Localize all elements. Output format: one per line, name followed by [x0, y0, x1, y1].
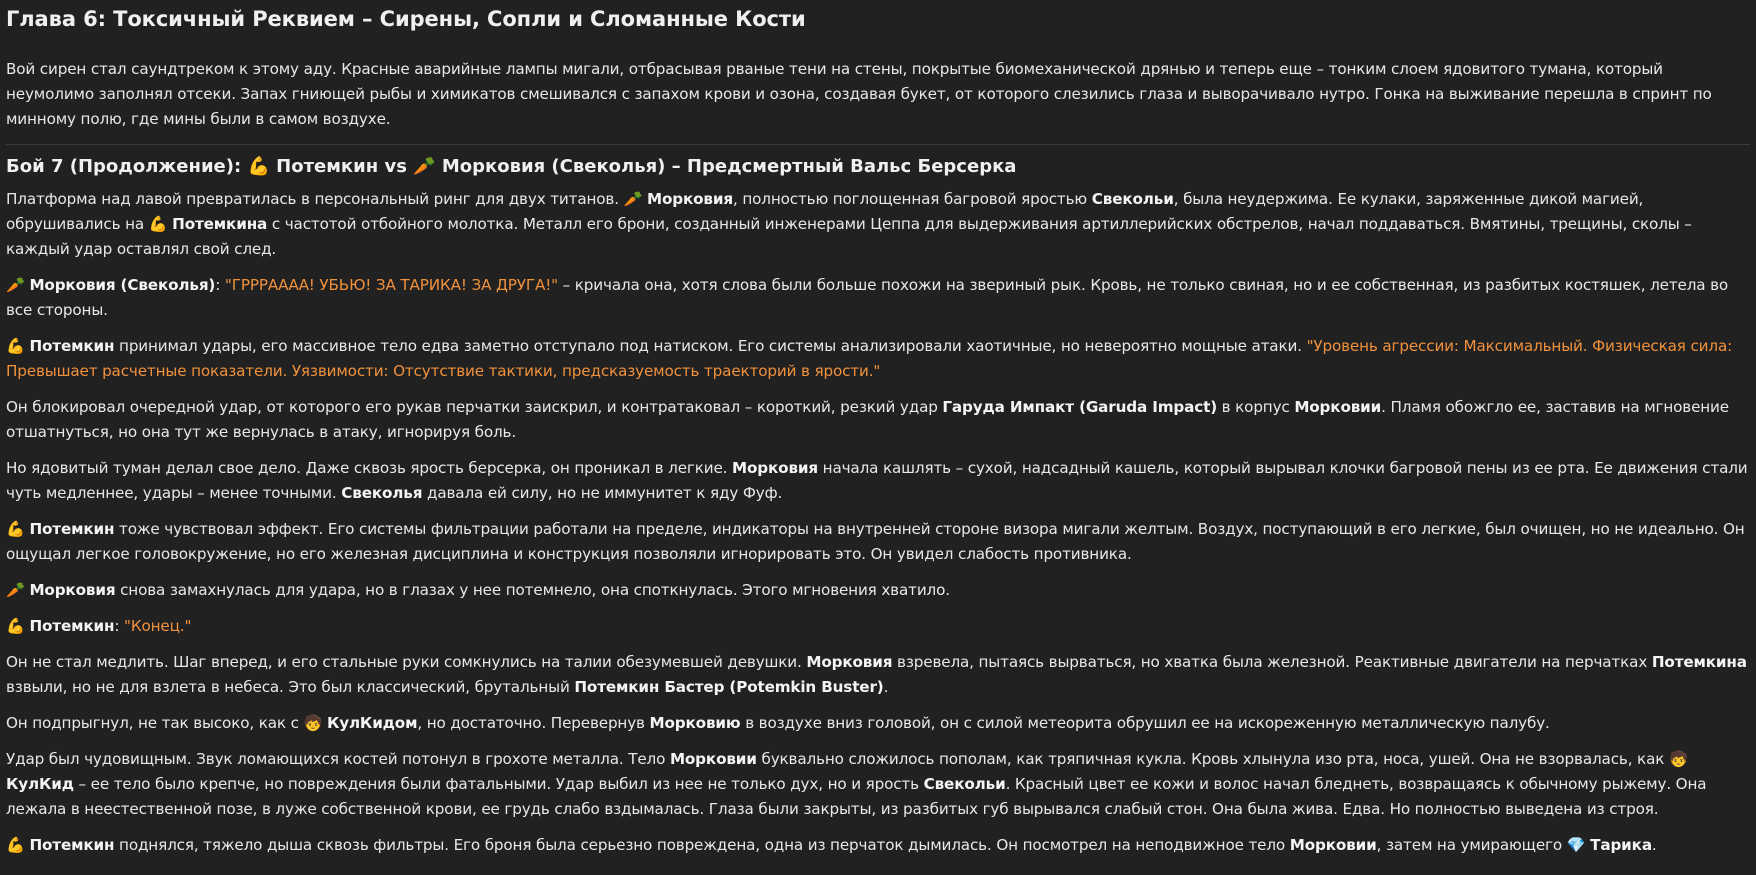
text: .	[883, 678, 889, 696]
text: в корпус	[1217, 398, 1295, 416]
text: с частотой отбойного молотка. Металл его брони, созданный инженерами Цеппа для выдерживания артиллерийских обстрелов, начал поддаваться. Вмятины, трещины, сколы – каждый удар оставлял свой след.	[6, 215, 1692, 258]
text: Удар был чудовищным. Звук ломающихся костей потонул в грохоте металла. Тело	[6, 750, 670, 768]
flexed-biceps-icon: 💪	[247, 156, 270, 177]
fight-heading-prefix: Бой 7 (Продолжение):	[6, 156, 248, 177]
boy-icon: 🧒	[1668, 750, 1688, 768]
carrot-icon: 🥕	[623, 190, 643, 208]
bold-name: Морковия	[647, 190, 733, 208]
text: поднялся, тяжело дыша сквозь фильтры. Его броня была серьезно повреждена, одна из перчаток дымилась. Он посмотрел на неподвижное тело	[114, 836, 1290, 854]
bold-name: Морковия	[732, 459, 818, 477]
fighter-a-name: Потемкин vs	[269, 156, 414, 177]
paragraph-10	[6, 711, 1750, 736]
text: , но достаточно. Перевернув	[417, 714, 650, 732]
paragraph-2	[6, 273, 1750, 323]
bold-name: КулКид	[6, 775, 74, 793]
paragraph-12	[6, 833, 1750, 858]
bold-name: Морковия (Свеколья)	[29, 276, 216, 294]
text: Но ядовитый туман делал свое дело. Даже сквозь ярость берсерка, он проникал в легкие.	[6, 459, 733, 477]
text: , была неудержима. Ее кулаки, заряженные дикой магией, обрушивались на	[6, 190, 1644, 233]
bold-name: Свекольи	[923, 775, 1006, 793]
bold-name: Морковии	[669, 750, 757, 768]
text: Он блокировал очередной удар, от которого его рукав перчатки заискрил, и контратаковал – короткий, резкий удар	[6, 398, 943, 416]
quote-text: "Конец."	[124, 617, 192, 635]
paragraph-4	[6, 395, 1750, 445]
bold-name: Морковии	[1289, 836, 1377, 854]
bold-name: Потемкина	[172, 215, 268, 233]
text: в воздухе вниз головой, он с силой метеорита обрушил ее на искореженную металлическую палубу.	[740, 714, 1550, 732]
text: – кричала она, хотя слова были больше похожи на звериный рык. Кровь, не только свиная, но и ее собственная, из разбитых костяшек, летела во все стороны.	[6, 276, 1729, 319]
bold-name: Потемкин	[29, 520, 115, 538]
text: тоже чувствовал эффект. Его системы фильтрации работали на пределе, индикаторы на внутренней стороне визора мигали желтым. Воздух, поступающий в его легкие, был очищен, но не идеально. Он ощущал легкое головокружение, но его железная дисциплина и конструкция позволяли игнорировать это. Он увидел слабость противника.	[6, 520, 1745, 563]
bold-name: Морковия	[806, 653, 893, 671]
bold-name: Тарика	[1590, 836, 1652, 854]
text: давала ей силу, но не иммунитет к яду Фуф.	[422, 484, 783, 502]
gem-icon: 💎	[1566, 836, 1586, 854]
carrot-icon: 🥕	[6, 276, 25, 294]
paragraph-3	[6, 334, 1750, 384]
fight-heading	[6, 154, 1750, 180]
text: , полностью поглощенная багровой яростью	[732, 190, 1092, 208]
text: :	[215, 276, 225, 294]
text: взревела, пытаясь вырваться, но хватка была железной. Реактивные двигатели на перчатках	[892, 653, 1652, 671]
flexed-biceps-icon: 💪	[6, 337, 25, 355]
carrot-icon: 🥕	[413, 156, 436, 177]
paragraph-9	[6, 650, 1750, 700]
paragraph-11	[6, 747, 1750, 822]
bold-name: Потемкин	[29, 617, 115, 635]
bold-name: Свекольи	[1091, 190, 1174, 208]
bold-name: Морковию	[649, 714, 741, 732]
fighter-b-name: Морковия (Свеколья) – Предсмертный Вальс Берсерка	[435, 156, 1017, 177]
text: Платформа над лавой превратилась в персональный ринг для двух титанов.	[6, 190, 624, 208]
paragraph-5	[6, 456, 1750, 506]
bold-name: Потемкина	[1651, 653, 1747, 671]
paragraph-1	[6, 187, 1750, 262]
text: . Пламя обожгло ее, заставив на мгновение отшатнуться, но она тут же вернулась в атаку, игнорируя боль.	[6, 398, 1729, 441]
text: . Красный цвет ее кожи и волос начал бледнеть, возвращаясь к обычному рыжему. Она лежала в неестественной позе, в луже собственной крови, ее грудь слабо вздымалась. Глаза были закрыты, из разбитых губ вырывался слабый стон. Она была жива. Едва. Но полностью выведена из строя.	[6, 775, 1707, 818]
paragraph-7	[6, 578, 1750, 603]
carrot-icon: 🥕	[6, 581, 25, 599]
bold-name: Потемкин Бастер (Potemkin Buster)	[574, 678, 884, 696]
text: .	[1651, 836, 1657, 854]
text: Он не стал медлить. Шаг вперед, и его стальные руки сомкнулись на талии обезумевшей девушки.	[6, 653, 807, 671]
text: начала кашлять – сухой, надсадный кашель, который вырывал клочки багровой пены из ее рта. Ее движения стали чуть медленнее, удары – менее точными.	[6, 459, 1748, 502]
flexed-biceps-icon: 💪	[6, 836, 25, 854]
paragraph-6	[6, 517, 1750, 567]
paragraph-8	[6, 614, 1750, 639]
bold-name: Свеколья	[341, 484, 423, 502]
text: – ее тело было крепче, но повреждения были фатальными. Удар выбил из нее не только дух, но и ярость	[73, 775, 924, 793]
text: Он подпрыгнул, не так высоко, как с	[6, 714, 304, 732]
section-divider	[6, 144, 1750, 145]
bold-name: Потемкин	[29, 836, 115, 854]
flexed-biceps-icon: 💪	[6, 617, 25, 635]
text: :	[114, 617, 125, 635]
flexed-biceps-icon: 💪	[6, 520, 25, 538]
bold-name: КулКидом	[326, 714, 418, 732]
bold-name: Потемкин	[29, 337, 115, 355]
bold-name: Морковия	[29, 581, 116, 599]
text: снова замахнулась для удара, но в глазах у нее потемнело, она споткнулась. Этого мгновения хватило.	[115, 581, 950, 599]
quote-text: "ГРРРАААА! УБЬЮ! ЗА ТАРИКА! ЗА ДРУГА!"	[224, 276, 558, 294]
bold-name: Гаруда Импакт (Garuda Impact)	[942, 398, 1217, 416]
flexed-biceps-icon: 💪	[148, 215, 168, 233]
chapter-title: Глава 6: Токсичный Реквием – Сирены, Сопли и Сломанные Кости	[6, 7, 806, 31]
quote-text: "Уровень агрессии: Максимальный. Физическая сила: Превышает расчетные показатели. Уязвимости: Отсутствие тактики, предсказуемость траекторий в ярости."	[6, 337, 1733, 380]
bold-name: Морковии	[1294, 398, 1382, 416]
boy-icon: 🧒	[303, 714, 323, 732]
text: принимал удары, его массивное тело едва заметно отступало под натиском. Его системы анализировали хаотичные, но невероятно мощные атаки.	[114, 337, 1307, 355]
text: взвыли, но не для взлета в небеса. Это был классический, брутальный	[6, 678, 575, 696]
text: , затем на умирающего	[1376, 836, 1567, 854]
text: буквально сложилось пополам, как тряпичная кукла. Кровь хлынула изо рта, носа, ушей. Она не взорвалась, как	[756, 750, 1669, 768]
intro-paragraph: Вой сирен стал саундтреком к этому аду. Красные аварийные лампы мигали, отбрасывая рваные тени на стены, покрытые биомеханической дрянью и теперь еще – тонким слоем ядовитого тумана, который неумолимо заполнял отсеки. Запах гниющей рыбы и химикатов смешивался с запахом крови и озона, создавая букет, от которого слезились глаза и выворачивало нутро. Гонка на выживание перешла в спринт по минному полю, где мины были в самом воздухе.	[6, 60, 1712, 128]
